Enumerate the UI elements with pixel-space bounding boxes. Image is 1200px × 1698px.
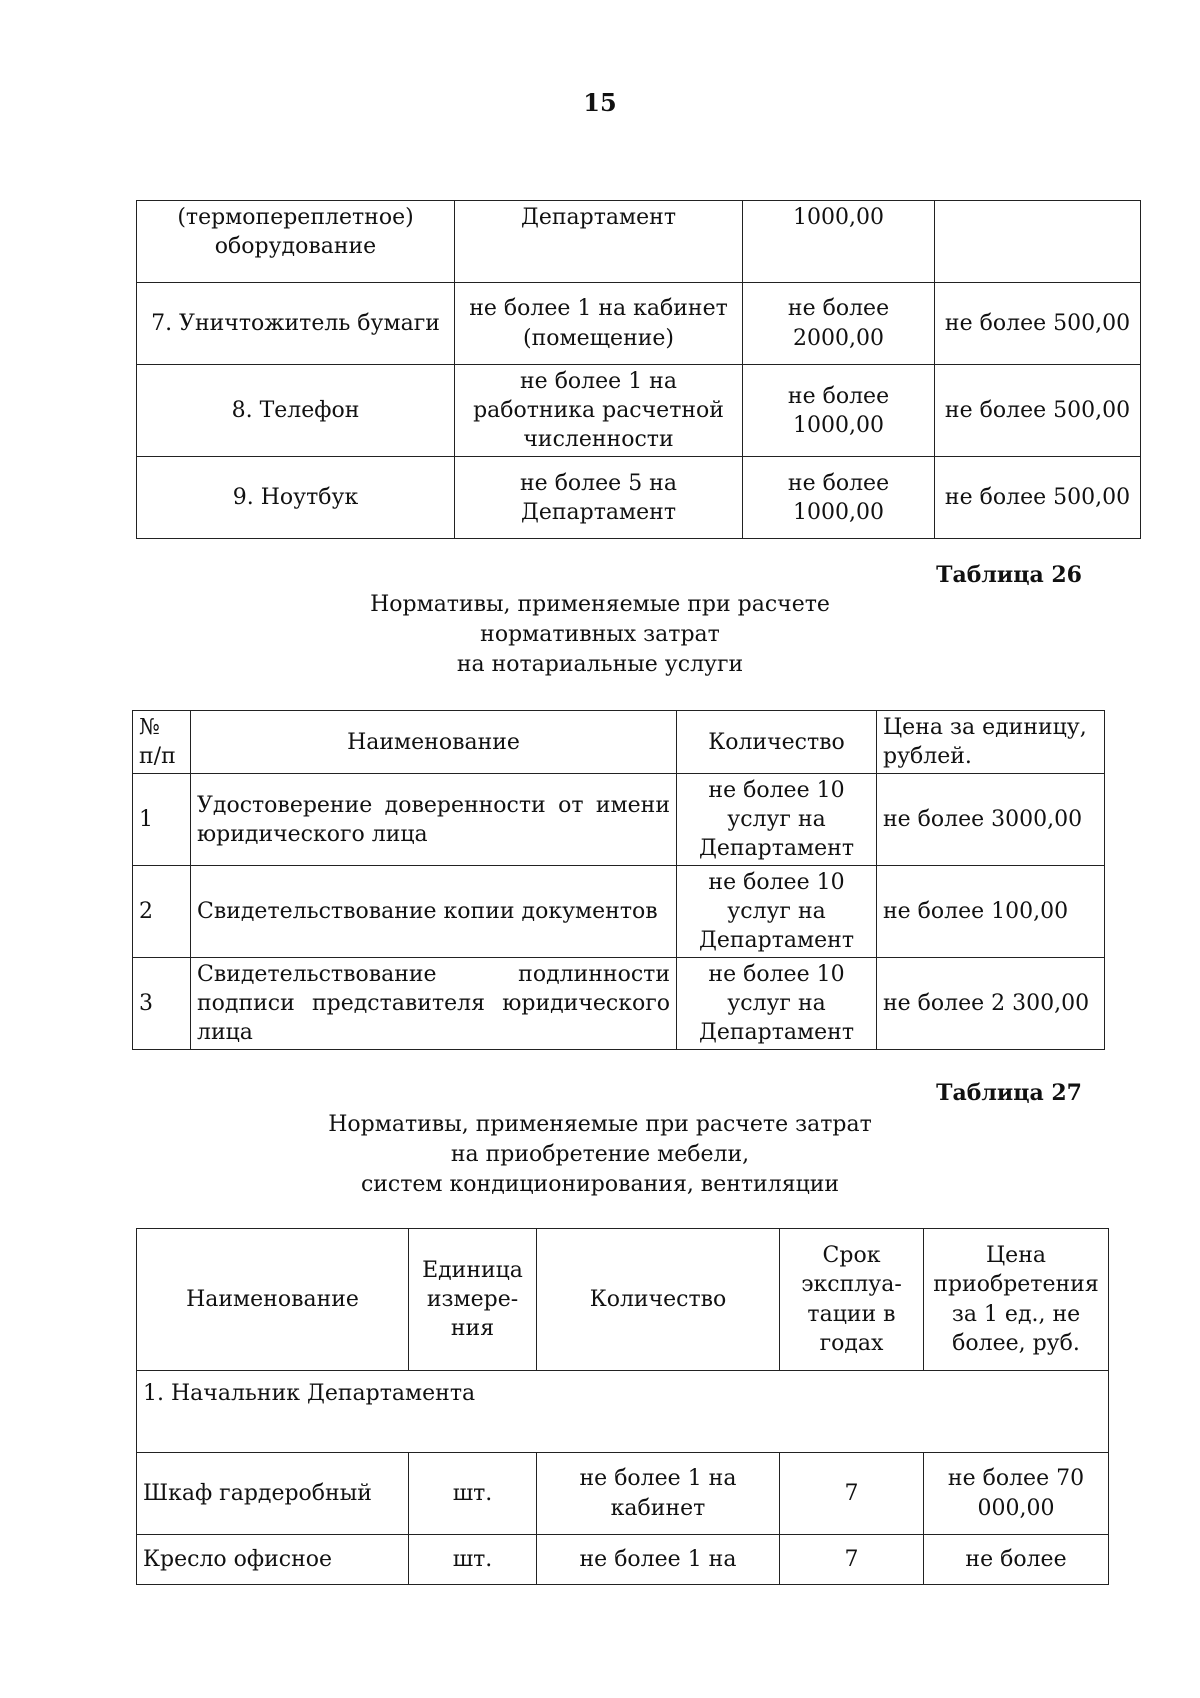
cell-term: не более 1000,00 [743,457,935,539]
header-num: № п/п [133,711,191,774]
cell-name: 7. Уничтожитель бумаги [137,283,455,365]
cell-price: не более 3000,00 [877,774,1105,866]
cell-quantity: не более 1 на [537,1535,780,1585]
header-price: Цена за единицу, рублей. [877,711,1105,774]
header-quantity: Количество [537,1229,780,1371]
caption-line: на нотариальные услуги [456,651,744,677]
table-row [133,774,1105,866]
header-name: Наименование [191,711,677,774]
table-row [137,1453,1109,1535]
cell-term: 7 [780,1453,924,1535]
table-27-caption [0,1110,1200,1200]
cell-num: 1 [133,774,191,866]
cell-price: не более 500,00 [935,365,1141,457]
cell-quantity: не более 5 на Департамент [455,457,743,539]
cell-num: 2 [133,866,191,958]
cell-name: (термопереплетное) оборудование [137,201,455,283]
table-row [137,1535,1109,1585]
cell-name: 9. Ноутбук [137,457,455,539]
cell-term: не более 2000,00 [743,283,935,365]
header-quantity: Количество [677,711,877,774]
cell-price: не более 70 000,00 [924,1453,1109,1535]
cell-price: не более 500,00 [935,457,1141,539]
table-header-row [137,1229,1109,1371]
cell-quantity: не более 10 услуг на Департамент [677,866,877,958]
cell-unit: шт. [409,1535,537,1585]
cell-num: 3 [133,958,191,1050]
cell-price: не более 2 300,00 [877,958,1105,1050]
table-header-row [133,711,1105,774]
table-26-caption [0,590,1200,680]
table-row [137,201,1141,283]
cell-price: не более 500,00 [935,283,1141,365]
cell-name: Кресло офисное [137,1535,409,1585]
section-title: 1. Начальник Департамента [137,1371,1109,1453]
cell-unit: шт. [409,1453,537,1535]
header-price: Цена приобретения за 1 ед., не более, руб. [924,1229,1109,1371]
cell-name: Свидетельствование копии документов [191,866,677,958]
page-number: 15 [583,88,617,117]
caption-line: Нормативы, применяемые при расчете [370,592,830,617]
header-term: Срок эксплуа-тации в годах [780,1229,924,1371]
cell-price: не более 100,00 [877,866,1105,958]
cell-term: 1000,00 [743,201,935,283]
cell-quantity: Департамент [455,201,743,283]
table-25-continued [136,200,1141,539]
cell-quantity: не более 1 на кабинет (помещение) [455,283,743,365]
cell-name: Свидетельствование подлинности подписи представителя юридического лица [191,958,677,1050]
table-26 [132,710,1105,1050]
cell-name: Шкаф гардеробный [137,1453,409,1535]
table-row [137,457,1141,539]
caption-line: Нормативы, применяемые при расчете затрат [328,1112,872,1137]
table-row [133,958,1105,1050]
cell-quantity: не более 10 услуг на Департамент [677,958,877,1050]
header-name: Наименование [137,1229,409,1371]
caption-line: на приобретение мебели, [450,1141,750,1167]
table-26-label: Таблица 26 [936,562,1082,588]
caption-line: нормативных затрат [480,621,720,647]
caption-line: систем кондиционирования, вентиляции [360,1171,840,1197]
cell-term: 7 [780,1535,924,1585]
table-row [137,365,1141,457]
cell-quantity: не более 1 на работника расчетной численности [455,365,743,457]
cell-quantity: не более 10 услуг на Департамент [677,774,877,866]
table-27 [136,1228,1109,1585]
cell-term: не более 1000,00 [743,365,935,457]
table-section-row [137,1371,1109,1453]
table-27-label: Таблица 27 [936,1080,1082,1106]
cell-quantity: не более 1 на кабинет [537,1453,780,1535]
table-row [133,866,1105,958]
cell-price: не более [924,1535,1109,1585]
header-unit: Единица измере-ния [409,1229,537,1371]
table-row [137,283,1141,365]
cell-name: 8. Телефон [137,365,455,457]
cell-name: Удостоверение доверенности от имени юридического лица [191,774,677,866]
cell-price [935,201,1141,283]
